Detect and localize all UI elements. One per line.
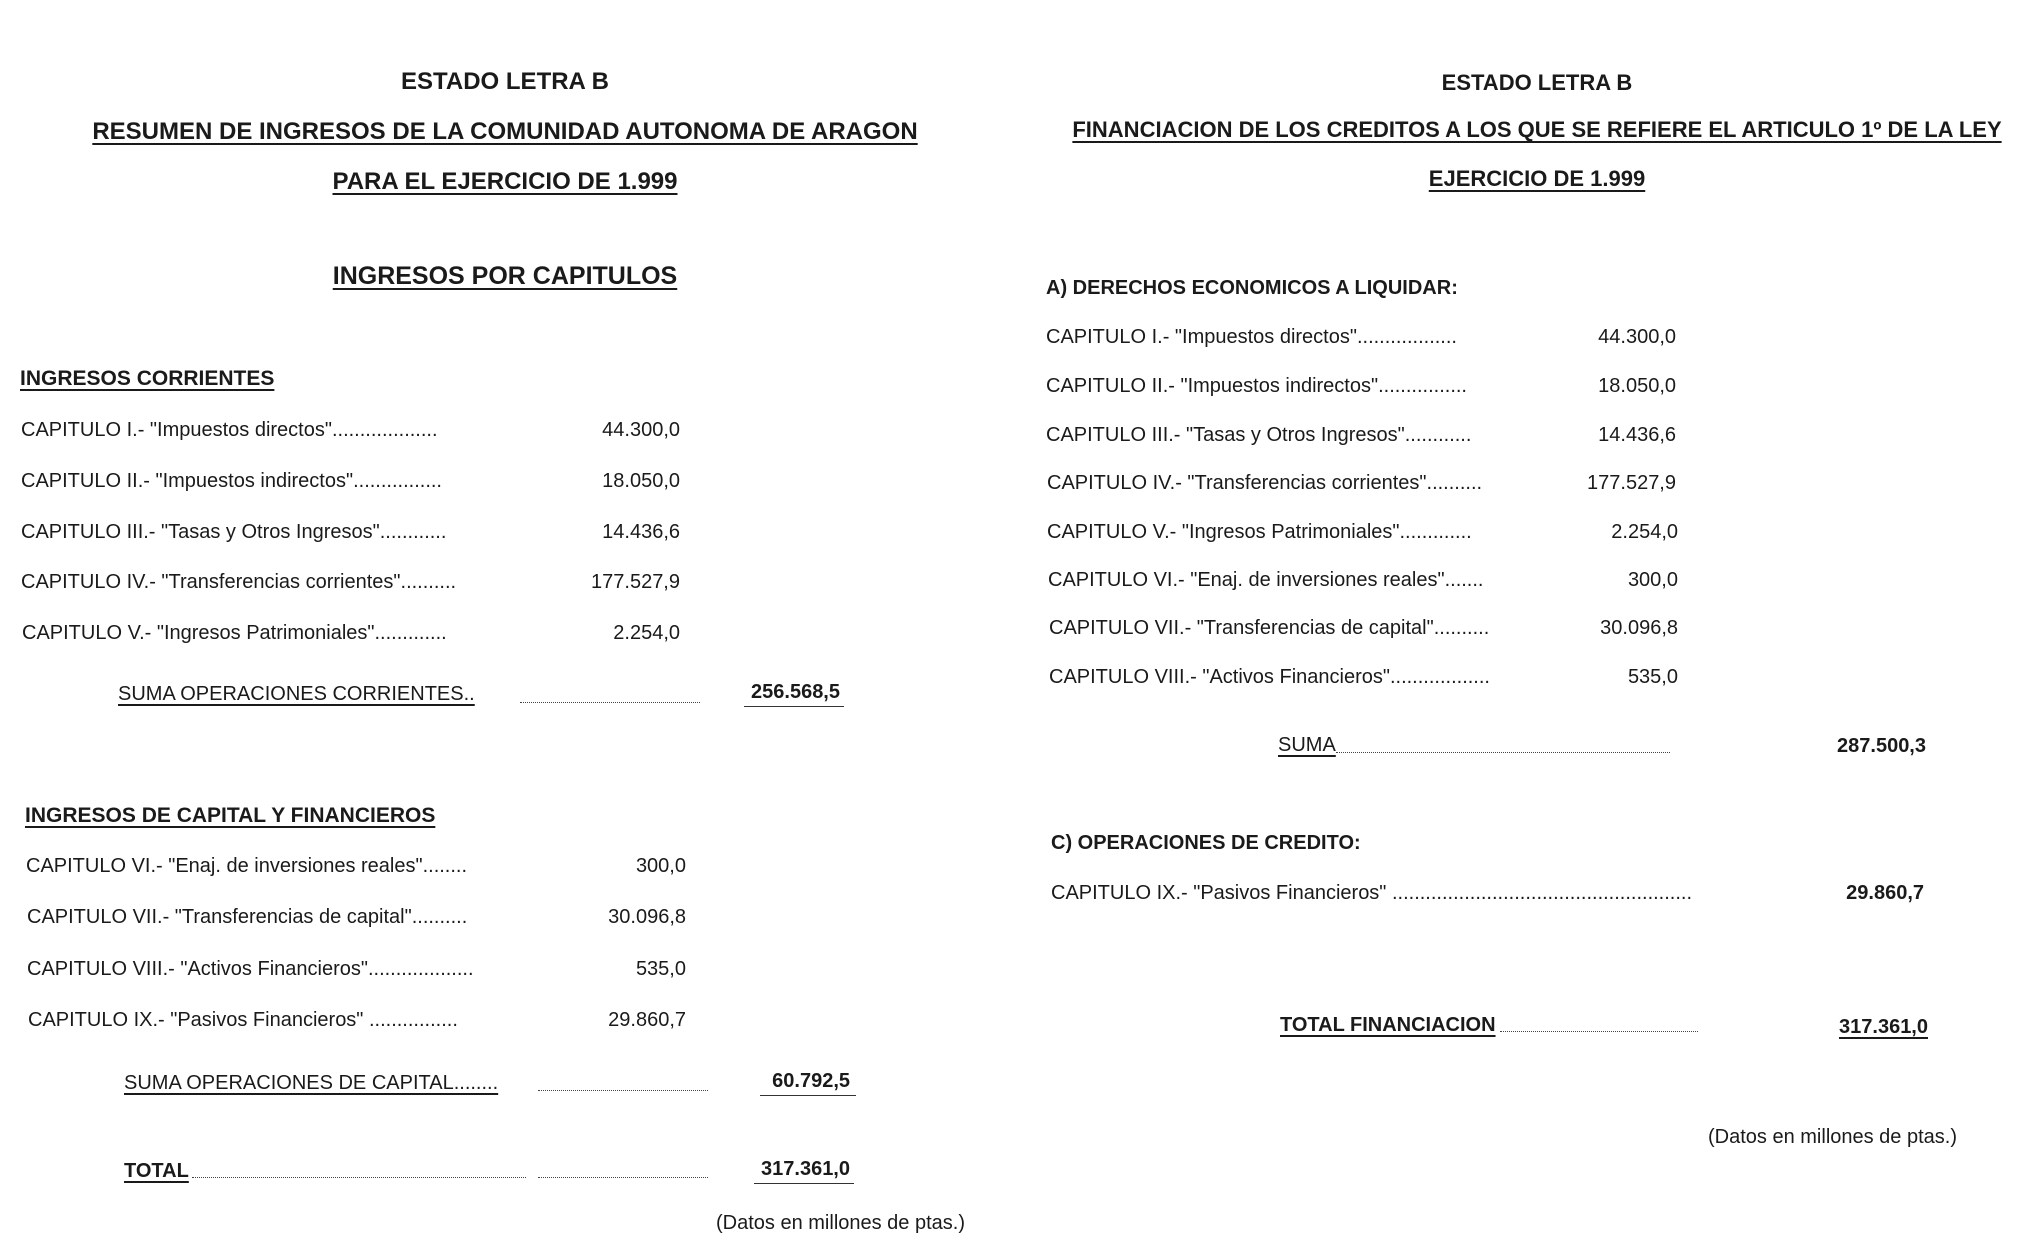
left-title-ejercicio: PARA EL EJERCICIO DE 1.999 bbox=[332, 168, 678, 195]
section-heading-derechos: A) DERECHOS ECONOMICOS A LIQUIDAR: bbox=[1046, 277, 1458, 299]
right-note: (Datos en millones de ptas.) bbox=[1708, 1126, 1958, 1148]
right-row-label: CAPITULO VIII.- "Activos Financieros".................. bbox=[1049, 666, 1490, 688]
sum-capital-label: SUMA OPERACIONES DE CAPITAL........ bbox=[124, 1072, 499, 1094]
left-row-value: 300,0 bbox=[635, 855, 686, 877]
left-row-label: CAPITULO VI.- "Enaj. de inversiones reales"........ bbox=[26, 855, 468, 877]
right-row-value: 535,0 bbox=[1627, 666, 1678, 688]
left-row-value: 535,0 bbox=[635, 958, 686, 980]
sum-underline bbox=[760, 1095, 856, 1096]
right-row-value: 2.254,0 bbox=[1611, 521, 1678, 543]
total-financiacion-label: TOTAL FINANCIACION bbox=[1280, 1014, 1496, 1036]
total-financiacion-value: 317.361,0 bbox=[1839, 1016, 1928, 1038]
left-row-value: 44.300,0 bbox=[602, 419, 680, 441]
suma-label: SUMA bbox=[1278, 734, 1336, 756]
right-row-value: 30.096,8 bbox=[1600, 617, 1678, 639]
left-row-value: 177.527,9 bbox=[591, 571, 680, 593]
left-row-label: CAPITULO II.- "Impuestos indirectos"................ bbox=[21, 470, 442, 492]
left-row-label: CAPITULO VIII.- "Activos Financieros"................... bbox=[27, 958, 474, 980]
dotted-leader bbox=[538, 1177, 708, 1178]
left-row-label: CAPITULO IV.- "Transferencias corrientes".......... bbox=[21, 571, 457, 593]
suma-value: 287.500,3 bbox=[1837, 735, 1926, 757]
right-row-label: CAPITULO VII.- "Transferencias de capital".......... bbox=[1049, 617, 1490, 639]
left-row-label: CAPITULO III.- "Tasas y Otros Ingresos"............ bbox=[21, 521, 447, 543]
total-underline bbox=[754, 1183, 854, 1184]
right-row-value: 177.527,9 bbox=[1587, 472, 1676, 494]
left-row-value: 18.050,0 bbox=[602, 470, 680, 492]
sum-capital-value: 60.792,5 bbox=[772, 1070, 850, 1092]
left-subtitle: INGRESOS POR CAPITULOS bbox=[332, 262, 678, 290]
left-row-label: CAPITULO V.- "Ingresos Patrimoniales"............. bbox=[22, 622, 447, 644]
right-row-value: 300,0 bbox=[1627, 569, 1678, 591]
left-row-label: CAPITULO I.- "Impuestos directos"................... bbox=[21, 419, 438, 441]
right-row-label: CAPITULO II.- "Impuestos indirectos"................ bbox=[1046, 375, 1467, 397]
right-row-value: 44.300,0 bbox=[1598, 326, 1676, 348]
right-row-label: CAPITULO VI.- "Enaj. de inversiones reales"....... bbox=[1048, 569, 1484, 591]
section-heading-corrientes: INGRESOS CORRIENTES bbox=[20, 367, 275, 390]
right-row-value: 29.860,7 bbox=[1846, 882, 1924, 904]
section-heading-capital: INGRESOS DE CAPITAL Y FINANCIEROS bbox=[25, 804, 436, 827]
dotted-leader bbox=[520, 702, 700, 703]
sum-underline bbox=[744, 706, 844, 707]
left-row-value: 29.860,7 bbox=[608, 1009, 686, 1031]
left-row-value: 30.096,8 bbox=[608, 906, 686, 928]
sum-corrientes-label: SUMA OPERACIONES CORRIENTES.. bbox=[118, 683, 475, 705]
right-row-label: CAPITULO III.- "Tasas y Otros Ingresos"............ bbox=[1046, 424, 1472, 446]
right-title-estado: ESTADO LETRA B bbox=[1441, 70, 1633, 95]
dotted-leader bbox=[192, 1177, 526, 1178]
section-heading-credito: C) OPERACIONES DE CREDITO: bbox=[1051, 832, 1361, 854]
right-row-label: CAPITULO IV.- "Transferencias corrientes".......... bbox=[1047, 472, 1483, 494]
left-total-value: 317.361,0 bbox=[761, 1158, 850, 1180]
right-title-financiacion: FINANCIACION DE LOS CREDITOS A LOS QUE SE REFIERE EL ARTICULO 1º DE LA LEY bbox=[1072, 117, 2002, 142]
left-note: (Datos en millones de ptas.) bbox=[716, 1212, 966, 1234]
left-row-label: CAPITULO VII.- "Transferencias de capital".......... bbox=[27, 906, 468, 928]
left-total-label: TOTAL bbox=[124, 1160, 189, 1182]
left-row-value: 2.254,0 bbox=[613, 622, 680, 644]
right-row-label: CAPITULO V.- "Ingresos Patrimoniales"............. bbox=[1047, 521, 1472, 543]
left-title-resumen: RESUMEN DE INGRESOS DE LA COMUNIDAD AUTONOMA DE ARAGON bbox=[92, 118, 918, 145]
right-row-value: 18.050,0 bbox=[1598, 375, 1676, 397]
left-row-value: 14.436,6 bbox=[602, 521, 680, 543]
left-title-estado: ESTADO LETRA B bbox=[401, 68, 609, 95]
right-row-label: CAPITULO IX.- "Pasivos Financieros" ...................................................... bbox=[1051, 882, 1693, 904]
right-title-ejercicio: EJERCICIO DE 1.999 bbox=[1428, 166, 1646, 191]
right-row-value: 14.436,6 bbox=[1598, 424, 1676, 446]
dotted-leader bbox=[1500, 1031, 1698, 1032]
left-row-label: CAPITULO IX.- "Pasivos Financieros" ................ bbox=[28, 1009, 458, 1031]
sum-corrientes-value: 256.568,5 bbox=[751, 681, 840, 703]
dotted-leader bbox=[1336, 752, 1670, 753]
dotted-leader bbox=[538, 1090, 708, 1091]
right-row-label: CAPITULO I.- "Impuestos directos".................. bbox=[1046, 326, 1457, 348]
